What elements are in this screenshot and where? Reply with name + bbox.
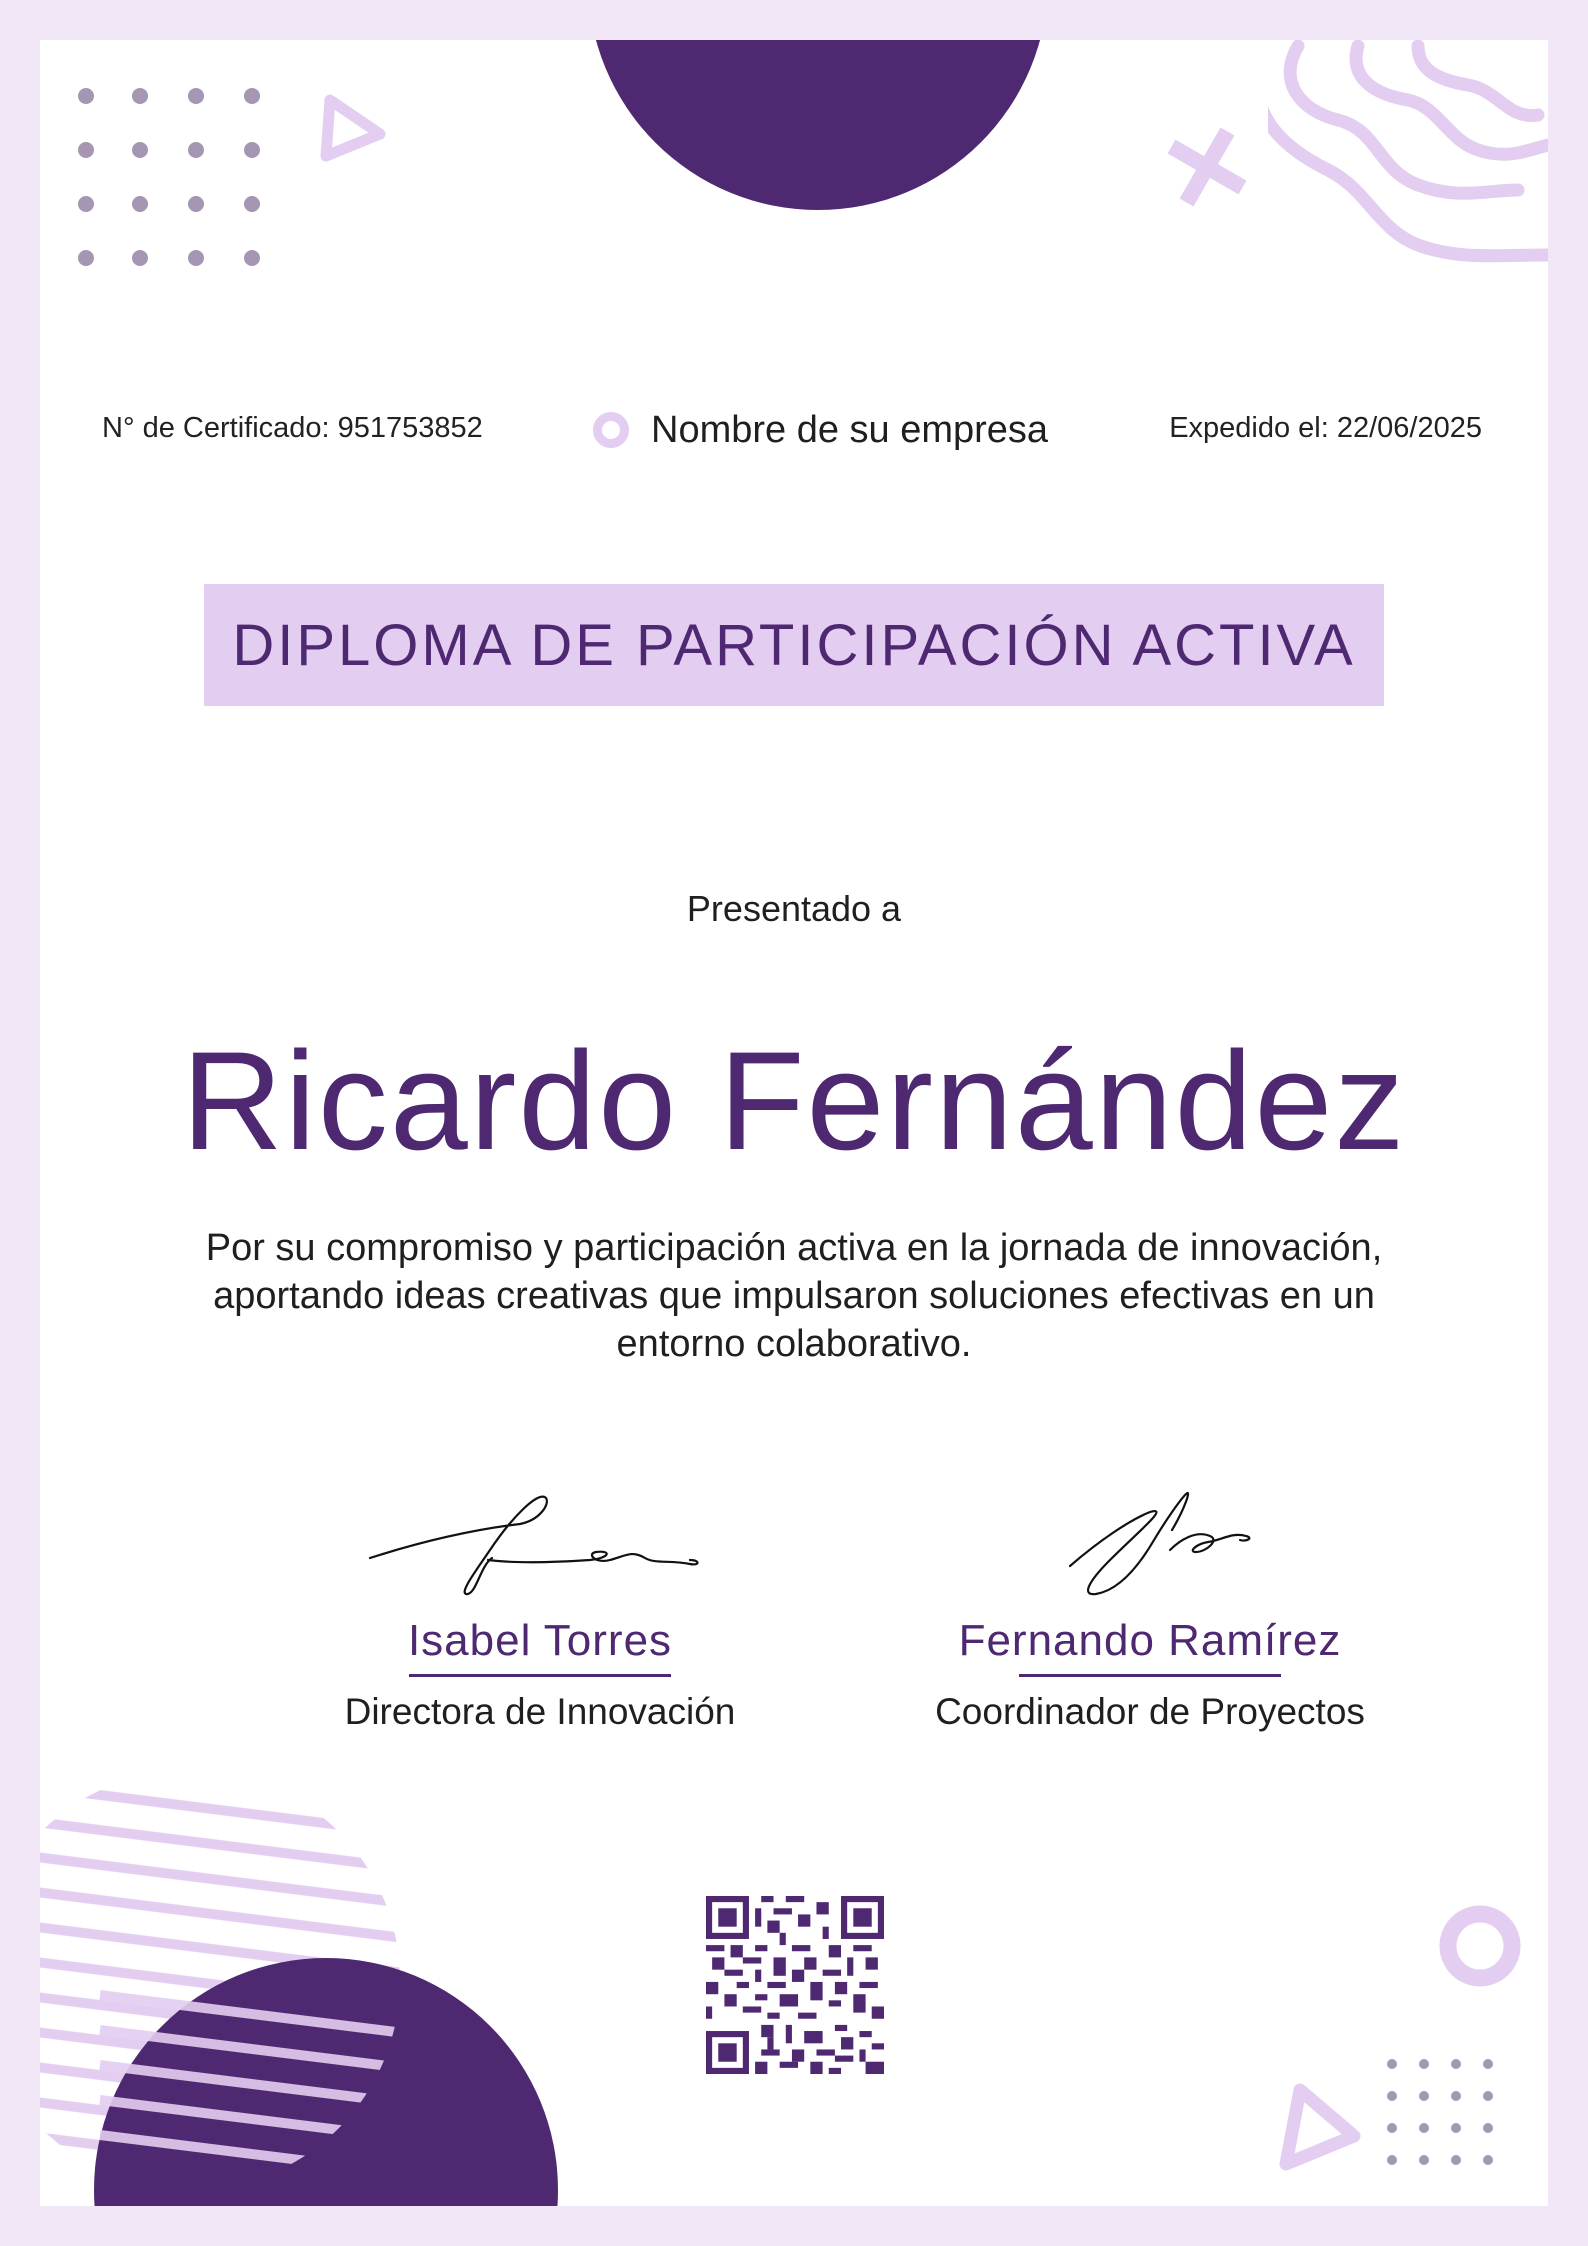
certificate-description: Por su compromiso y participación activa en la jornada de innovación, aportando ideas creativas que impulsaron soluciones efectivas en un entorno colaborativo. [205,1227,1383,1365]
dot-grid-decoration-top [76,82,316,282]
wavy-lines-decoration [1268,40,1548,280]
diploma-title: DIPLOMA DE PARTICIPACIÓN ACTIVA [232,612,1356,678]
company-logo-ring-icon [593,412,629,448]
triangle-decoration-top [312,86,402,176]
signature-1 [360,1480,720,1610]
signer-underline [1019,1674,1281,1677]
certificate-number: N° de Certificado: 951753852 [102,412,483,444]
cross-decoration [1162,122,1252,212]
signature-block-right [900,1480,1400,1733]
title-band [204,584,1384,706]
certificate-header [40,400,1548,470]
top-semicircle-decoration [588,40,1048,210]
company-name: Nombre de su empresa [651,408,1049,451]
qr-code-icon [706,1896,884,2074]
recipient-name: Ricardo Fernández [181,1022,1407,1179]
issue-date: Expedido el: 22/06/2025 [1169,412,1482,444]
presented-to-label: Presentado a [686,888,902,929]
company-block [593,400,1048,460]
signer-name: Isabel Torres [407,1616,673,1665]
triangle-decoration-bottom [1266,2066,1386,2176]
signer-role: Directora de Innovación [344,1691,736,1732]
dot-grid-decoration-bottom [1380,2050,1530,2200]
certificate-page [40,40,1548,2206]
ring-decoration-bottom [1430,1896,1530,1996]
signature-block-left [290,1480,790,1733]
signature-2 [970,1480,1330,1610]
signer-role: Coordinador de Proyectos [935,1691,1365,1732]
signer-underline [409,1674,671,1677]
stripes-overlay-decoration [40,1780,420,2200]
signer-name: Fernando Ramírez [958,1616,1342,1665]
